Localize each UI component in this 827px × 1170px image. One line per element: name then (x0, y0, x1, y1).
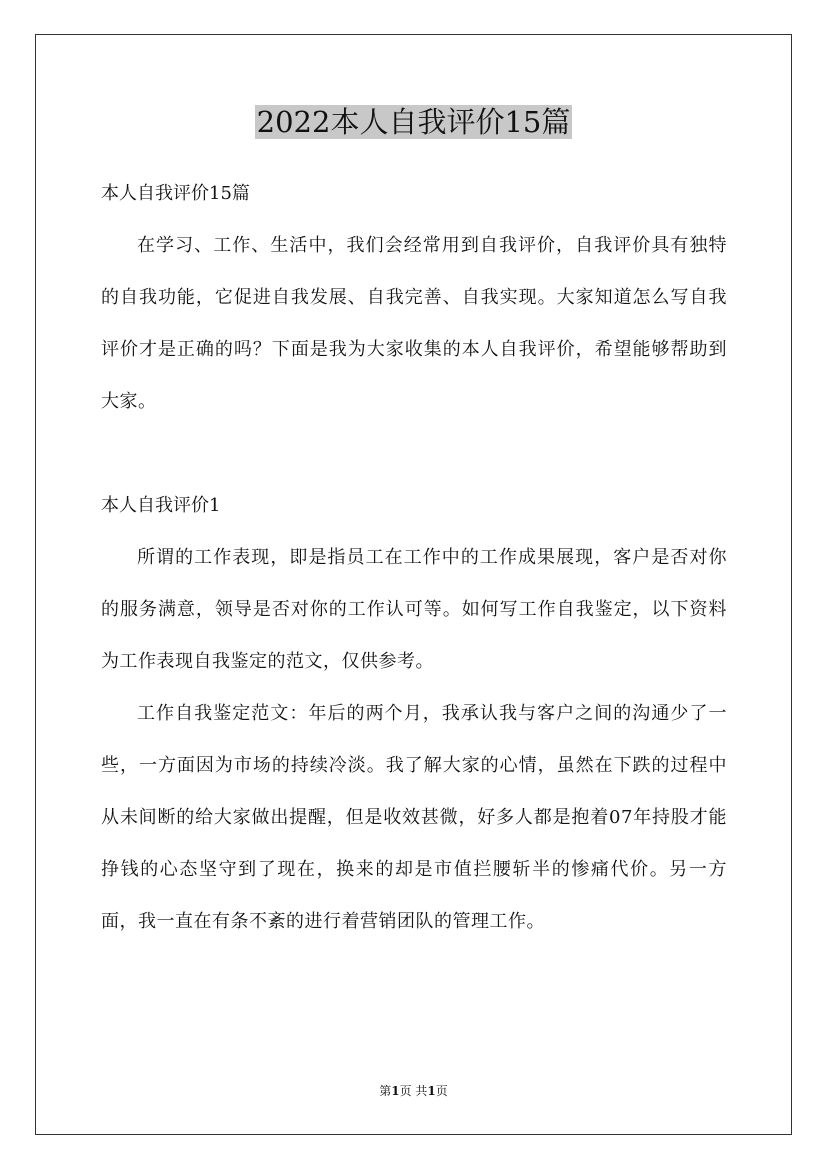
blank-line (101, 428, 727, 480)
section-1-paragraph-2: 工作自我鉴定范文：年后的两个月，我承认我与客户之间的沟通少了一些，一方面因为市场的持续冷淡。我了解大家的心情，虽然在下跌的过程中从未间断的给大家做出提醒，但是收效甚微，好多人都是抱着07年持股才能挣钱的心态坚守到了现在，换来的却是市值拦腰斩半的惨痛代价。另一方面，我一直在有条不紊的进行着营销团队的管理工作。 (101, 703, 727, 932)
subtitle-heading: 本人自我评价15篇 (101, 183, 250, 204)
footer-suffix: 页 (435, 1084, 448, 1098)
document-title-text: 2022本人自我评价15篇 (256, 105, 571, 139)
footer-page-total: 1 (427, 1084, 436, 1098)
document-title (0, 102, 827, 142)
section-1-heading: 本人自我评价1 (101, 495, 221, 516)
footer-prefix: 第 (379, 1084, 392, 1098)
intro-paragraph: 在学习、工作、生活中，我们会经常用到自我评价，自我评价具有独特的自我功能，它促进自我发展、自我完善、自我实现。大家知道怎么写自我评价才是正确的吗？下面是我为大家收集的本人自我评价，希望能够帮助到大家。 (101, 235, 727, 412)
document-body (101, 168, 727, 948)
section-1-paragraph-1: 所谓的工作表现，即是指员工在工作中的工作成果展现，客户是否对你的服务满意，领导是否对你的工作认可等。如何写工作自我鉴定，以下资料为工作表现自我鉴定的范文，仅供参考。 (101, 547, 727, 672)
footer-middle: 页 共 (399, 1084, 428, 1098)
page-footer (0, 1083, 827, 1099)
footer-page-number: 1 (391, 1084, 400, 1098)
